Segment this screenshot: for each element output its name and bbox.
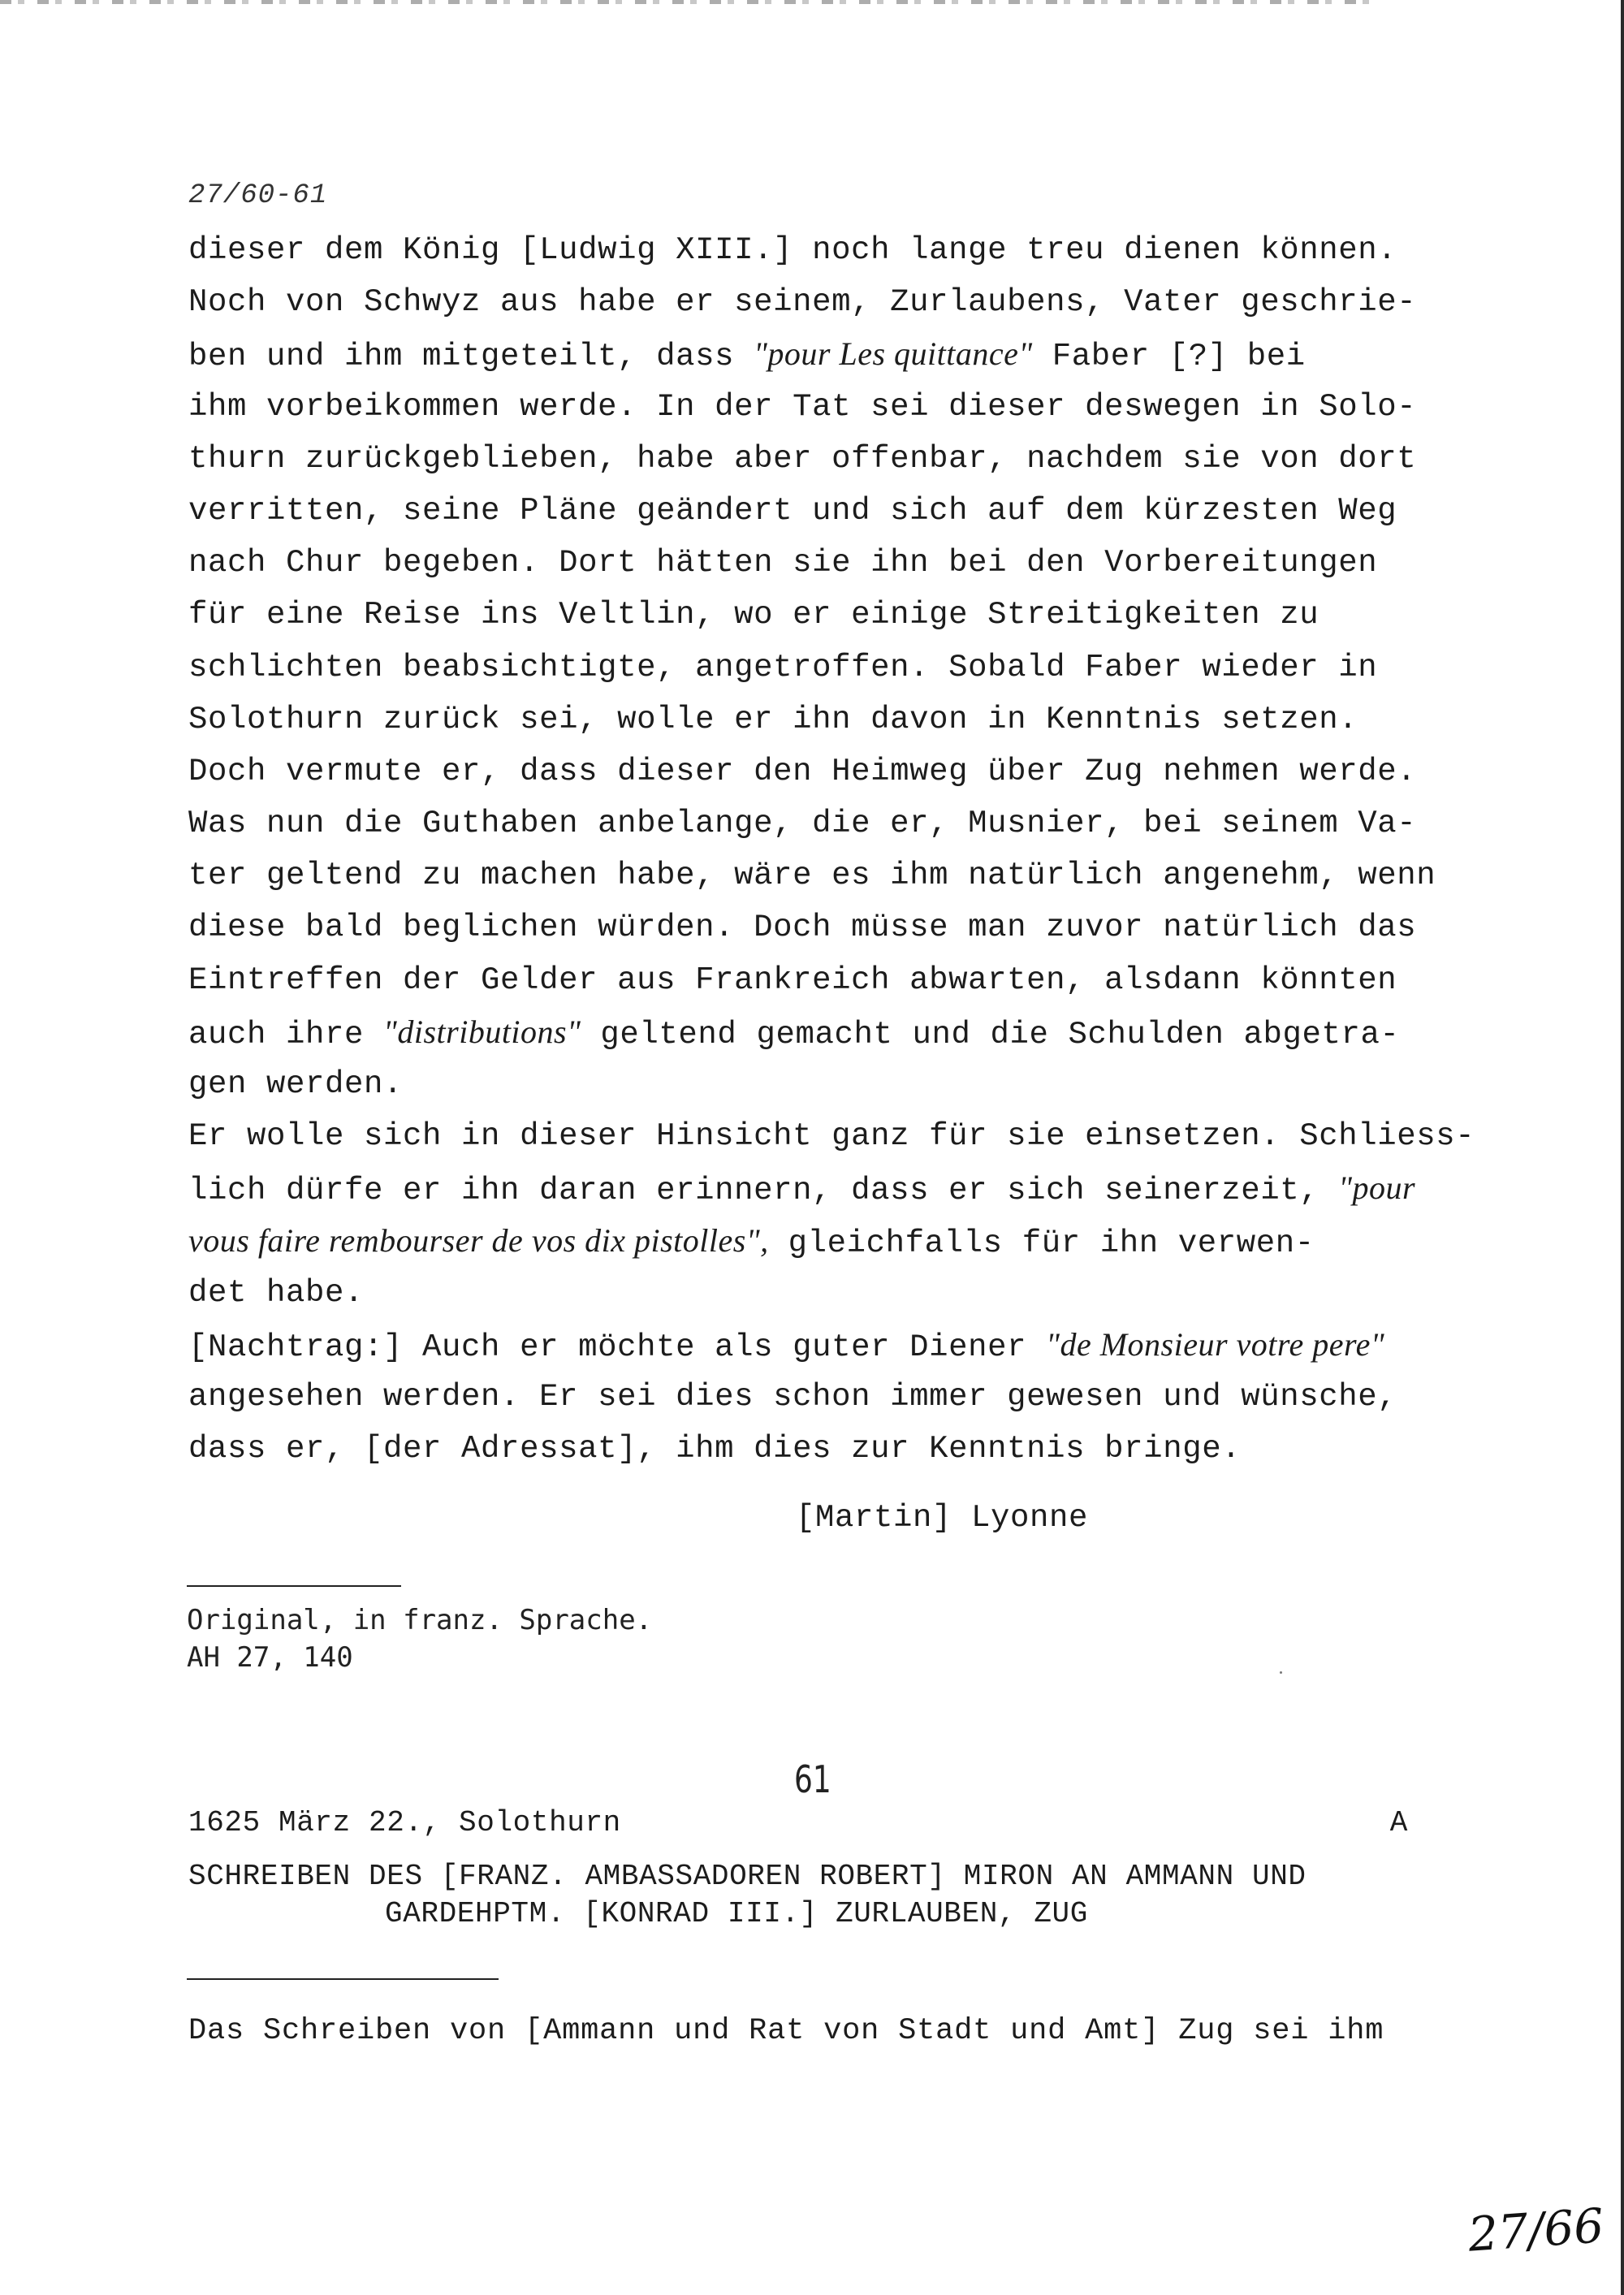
text-segment: Er wolle sich in dieser Hinsicht ganz für sie einsetzen. Schliess- — [188, 1118, 1475, 1155]
footnote-rule — [187, 1585, 401, 1587]
source-note-archive: AH 27, 140 — [187, 1641, 353, 1674]
italic-quote: "pour — [1338, 1169, 1416, 1207]
letter-body — [188, 224, 1520, 1544]
text-line — [188, 1423, 1520, 1475]
text-line — [188, 485, 1520, 537]
document-heading — [188, 1858, 1307, 1933]
text-segment: dieser dem König [Ludwig XIII.] noch lange treu dienen können. — [188, 232, 1397, 268]
text-segment: thurn zurückgeblieben, habe aber offenbar, nachdem sie von dort — [188, 440, 1417, 477]
text-segment: Was nun die Guthaben anbelange, die er, Musnier, bei seinem Va- — [188, 806, 1417, 842]
text-line — [188, 589, 1520, 641]
text-line — [188, 328, 1520, 380]
text-segment: Noch von Schwyz aus habe er seinem, Zurlaubens, Vater geschrie- — [188, 284, 1417, 321]
text-line — [188, 224, 1520, 276]
text-line — [188, 537, 1520, 589]
handwritten-page-number: 27/66 — [1466, 2198, 1606, 2263]
text-segment: Eintreffen der Gelder aus Frankreich abwarten, alsdann könnten — [188, 962, 1397, 998]
heading-line-1: SCHREIBEN DES [FRANZ. AMBASSADOREN ROBERT] MIRON AN AMMANN UND — [188, 1860, 1307, 1893]
scan-top-edge — [0, 0, 1380, 4]
date-place: 1625 März 22., Solothurn — [188, 1806, 621, 1839]
text-line — [188, 746, 1520, 797]
text-line — [188, 1215, 1520, 1267]
text-segment: [Nachtrag:] Auch er möchte als guter Diener — [188, 1329, 1047, 1365]
text-segment: dass er, [der Adressat], ihm dies zur Kenntnis bringe. — [188, 1431, 1242, 1467]
text-line — [188, 1162, 1520, 1214]
text-segment: gen werden. — [188, 1066, 404, 1102]
document-reference: 27/60-61 — [188, 180, 328, 211]
text-segment: gleichfalls für ihn verwen- — [768, 1225, 1315, 1261]
text-line — [188, 901, 1520, 953]
italic-quote: "pour Les quittance" — [754, 335, 1033, 373]
text-line — [188, 954, 1520, 1006]
text-line — [188, 433, 1520, 485]
scan-speck — [1280, 1671, 1282, 1674]
text-segment: verritten, seine Pläne geändert und sich auf dem kürzesten Weg — [188, 492, 1397, 529]
text-segment: geltend gemacht und die Schulden abgetra- — [581, 1016, 1400, 1052]
heading-line-2: GARDEHPTM. [KONRAD III.] ZURLAUBEN, ZUG — [385, 1897, 1088, 1930]
text-segment: auch ihre — [188, 1016, 384, 1052]
signature: [Martin] Lyonne — [796, 1499, 1089, 1536]
text-segment: nach Chur begeben. Dort hätten sie ihn bei den Vorbereitungen — [188, 545, 1378, 581]
text-segment: Doch vermute er, dass dieser den Heimweg über Zug nehmen werde. — [188, 753, 1417, 789]
text-segment: ben und ihm mitgeteilt, dass — [188, 339, 754, 375]
text-segment: ter geltend zu machen habe, wäre es ihm natürlich angenehm, wenn — [188, 858, 1436, 894]
italic-quote: "de Monsieur votre pere" — [1046, 1325, 1385, 1363]
text-segment: Solothurn zurück sei, wolle er ihn davon in Kenntnis setzen. — [188, 701, 1358, 737]
text-segment: ihm vorbeikommen werde. In der Tat sei dieser deswegen in Solo- — [188, 388, 1417, 425]
document-marker: A — [1389, 1806, 1408, 1839]
text-line — [188, 642, 1520, 694]
text-segment: für eine Reise ins Veltlin, wo er einige Streitigkeiten zu — [188, 597, 1320, 633]
text-segment: angesehen werden. Er sei dies schon immer gewesen und wünsche, — [188, 1379, 1397, 1415]
text-line — [188, 797, 1520, 849]
italic-quote: "distributions" — [383, 1013, 581, 1050]
heading-rule — [187, 1978, 499, 1980]
text-line — [188, 1319, 1520, 1371]
next-document-first-line: Das Schreiben von [Ammann und Rat von Stadt und Amt] Zug sei ihm — [188, 2014, 1384, 2048]
text-line — [188, 849, 1520, 901]
italic-quote: vous faire rembourser de vos dix pistolles", — [188, 1221, 769, 1259]
source-note-line: Original, in franz. Sprache. — [187, 1604, 653, 1636]
text-line — [188, 1006, 1520, 1058]
text-segment: lich dürfe er ihn daran erinnern, dass er sich seinerzeit, — [188, 1173, 1339, 1209]
text-segment: Faber [?] bei — [1032, 339, 1306, 375]
text-segment: det habe. — [188, 1274, 365, 1311]
text-segment: diese bald beglichen würden. Doch müsse man zuvor natürlich das — [188, 910, 1417, 946]
source-note — [187, 1601, 652, 1676]
text-line — [188, 694, 1520, 746]
text-line — [188, 1110, 1520, 1162]
text-line — [188, 1267, 1520, 1319]
scan-right-edge — [1621, 0, 1624, 2295]
text-line — [188, 1371, 1520, 1423]
text-line — [188, 1058, 1520, 1110]
text-segment: schlichten beabsichtigte, angetroffen. Sobald Faber wieder in — [188, 649, 1378, 685]
document-number: 61 — [794, 1757, 831, 1801]
date-line — [188, 1806, 1408, 1839]
text-line — [188, 381, 1520, 433]
text-line — [188, 276, 1520, 328]
